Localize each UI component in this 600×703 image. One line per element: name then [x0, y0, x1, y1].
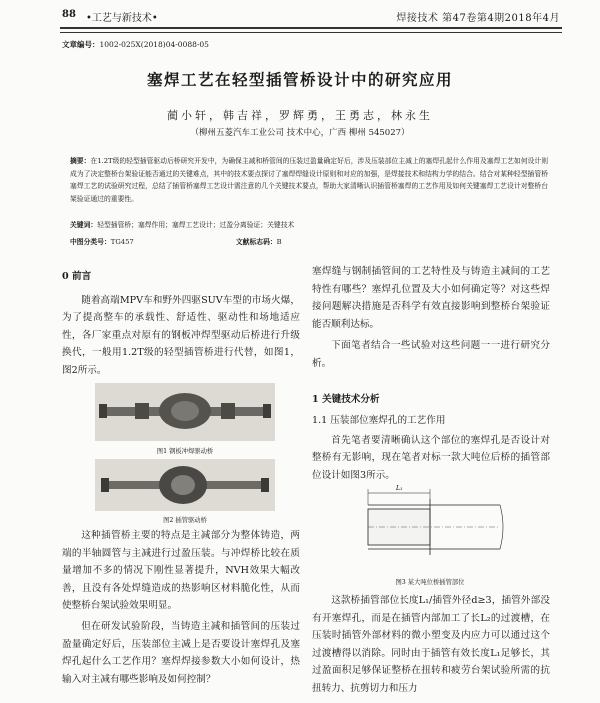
paragraph: 这款桥插管部位长度L₁/插管外径d≥3，插管外部没有开塞焊孔，而是在插管内部加工了长L₂的过渡槽，在压装时插管外部材料的微小塑变及内应力可以通过这个过渡槽得以消除。同时由于插管有效长度L₁足够长，其过盈面积足够保证整桥在扭转和疲劳台架试验所需的抗扭转力、抗剪切力和压力: [312, 595, 550, 694]
paragraph: 但在研发试验阶段，当铸造主减和插管间的压装过盈量确定好后，压装部位主减上是否要设计塞焊孔及塞焊孔起什么工艺作用？塞焊焊接参数大小如何设计，热输入对主减有哪些影响及如何控制？: [62, 620, 300, 685]
section-heading-intro: 0 前言: [62, 271, 92, 282]
page-number: 88: [62, 9, 76, 20]
paper-title: 塞焊工艺在轻型插管桥设计中的研究应用: [146, 71, 453, 89]
keywords: 关键词：轻型插管桥；塞焊作用；塞焊工艺设计；过盈分离验证；关键技术: [70, 221, 295, 229]
article-number: 文章编号：1002-025X(2018)04-0088-05: [62, 40, 209, 49]
journal-section: •工艺与新技术•: [86, 13, 158, 24]
right-column-top: [312, 263, 550, 485]
figure-3-caption: 图3 某大吨位桥插管部位: [395, 579, 465, 586]
tube-section-drawing: [350, 479, 510, 575]
journal-issue: 焊接技术 第47卷第4期2018年4月: [396, 13, 560, 24]
section-heading-1: 1 关键技术分析: [312, 393, 380, 405]
dimension-label: L₁: [396, 485, 403, 492]
paragraph: 塞焊缝与钢制插管间的工艺特性及与铸造主减间的工艺特性有哪些？塞焊孔位置及大小如何确定等？对这些焊接问题解决措施是否科学有效直接影响到整桥台架验证能否顺利达标。: [312, 266, 550, 330]
left-column-bottom: [62, 527, 300, 688]
affiliation: （柳州五菱汽车工业公司 技术中心，广西 柳州 545027）: [190, 128, 410, 138]
paragraph: 这种插管桥主要的特点是主减部分为整体铸造，两端的半轴圆管与主减进行过盈压装。与冲焊桥比较在质量增加不多的情况下刚性显著提升，NVH效果大幅改善，且没有各处焊缝造成的热影响区材料脆化性，从而使整桥台架试验效果明显。: [62, 530, 300, 612]
stamped-axle-illustration: [95, 383, 275, 441]
right-column-bottom: [312, 592, 550, 698]
classification: 中图分类号：TG457 文献标志码：B: [70, 238, 282, 246]
section-heading-1-1: 1.1 压装部位塞焊孔的工艺作用: [312, 415, 446, 427]
figure-1-caption: 图1 钢板冲焊驱动桥: [156, 448, 214, 455]
figure-1-image: [95, 383, 275, 441]
authors: 蔺小轩，韩吉祥，罗辉勇，王勇志，林永生: [167, 109, 433, 122]
header-rule: [60, 27, 562, 33]
abstract: 摘要：在1.2T级的轻型插管驱动后桥研究开发中，为确保主减和桥管间的压装过盈量确定好后，涉及压装部位主减上的塞焊孔起什么作用及塞焊工艺如何设计则成为了决定整桥台架验证能否通过的关键难点，其中的技术要点探讨了塞焊焊缝设计原则和对应的加强，是焊接技术和结构力学的结合。结合对某种轻型插管桥塞焊工艺的试验研究过程，总结了插管桥塞焊工艺设计需注意的几个关键技术要点，帮助大家清晰认识插管桥塞焊的工艺作用及如何关键塞焊工艺设计对整桥台架验证通过的重要性。: [70, 157, 549, 203]
paragraph: 随着高端MPV车和野外四驱SUV车型的市场火爆，为了提高整车的承载性、舒适性、驱动性和场地适应性，各厂家重点对原有的钢板冲焊型驱动后桥进行升级换代，一般用1.2T级的轻型插管桥进行代替，如图1，图2所示。: [62, 294, 300, 376]
figure-2-image: [95, 459, 275, 511]
left-column-top: [62, 268, 300, 380]
paragraph: 首先笔者要清晰确认这个部位的塞焊孔是否设计对整桥有无影响，现在笔者对标一款大吨位后桥的插管部位设计如图3所示。: [312, 434, 550, 481]
running-header: [0, 0, 600, 36]
figure-3-image: [350, 479, 510, 575]
tube-axle-illustration: [95, 459, 275, 511]
figure-2-caption: 图2 插管驱动桥: [163, 517, 207, 524]
paragraph: 下面笔者结合一些试验对这些问题一一进行研究分析。: [312, 340, 550, 369]
